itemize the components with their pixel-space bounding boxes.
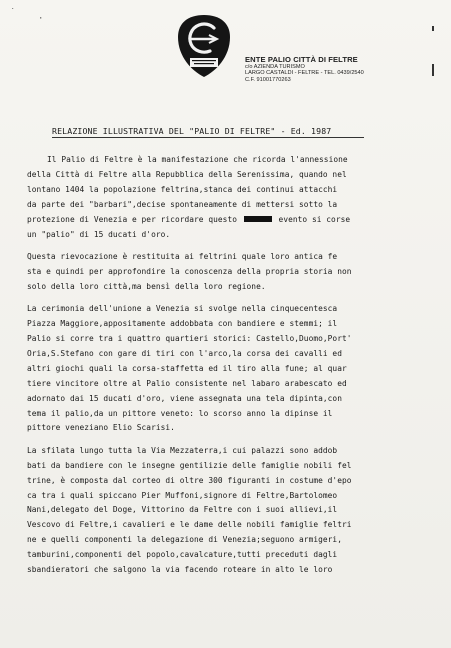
text-line: Questa rievocazione è restituita ai feltrini quale loro antica fe xyxy=(27,251,338,261)
text-line: sta e quindi per approfondire la conoscenza della propria storia non xyxy=(27,266,352,276)
text-line: pittore veneziano Elio Scarisi. xyxy=(27,423,175,433)
ente-palio-logo-icon xyxy=(176,13,232,79)
text-line: da parte dei "barbari",decise spontaneamente di mettersi sotto la xyxy=(27,199,338,209)
paragraph xyxy=(27,250,432,295)
paragraph xyxy=(27,153,432,242)
text-fragment: evento si corse xyxy=(278,214,351,224)
text-line: ca tra i quali spiccano Pier Muffoni,signore di Feltre,Bartolomeo xyxy=(27,490,338,500)
text-line: tema il palio,da un pittore veneto: lo scorso anno la dipinse il xyxy=(27,408,333,418)
tax-code-line: C.F. 91001770263 xyxy=(245,76,291,83)
binder-mark xyxy=(432,26,434,31)
title-underline xyxy=(52,137,364,138)
paragraph xyxy=(27,444,432,578)
text-line: trine, è composta dal corteo di oltre 300 figuranti in costume d'epo xyxy=(27,475,352,485)
letterhead-block xyxy=(245,55,435,83)
text-line: ne e quelli componenti la delegazione di Venezia;seguono armigeri, xyxy=(27,535,342,545)
text-line: un "palio" di 15 ducati d'oro. xyxy=(27,229,171,239)
text-line: altri giochi quali la corsa-staffetta ed il tiro alla fune; al quar xyxy=(27,363,347,373)
text-line: tiere vincitore oltre al Palio consistente nel labaro arabescato ed xyxy=(27,378,347,388)
text-line: adornato dai 15 ducati d'oro, viene assegnata una tela dipinta,con xyxy=(27,393,342,403)
text-line: Il Palio di Feltre è la manifestazione che ricorda l'annessione xyxy=(47,155,348,164)
text-line: Piazza Maggiore,appositamente addobbata con bandiere e stemmi; il xyxy=(27,319,338,329)
text-line: tamburini,componenti del popolo,cavalcature,tutti preceduti dagli xyxy=(27,550,338,560)
address-line: LARGO CASTALDI - FELTRE - TEL. 0439/2540 xyxy=(245,70,364,77)
text-line: lontano 1404 la popolazione feltrina,stanca dei continui attacchi xyxy=(27,184,338,194)
scan-speck: · xyxy=(38,14,44,24)
text-line: La cerimonia dell'unione a Venezia si svolge nella cinquecentesca xyxy=(27,304,338,314)
text-line: La sfilata lungo tutta la Via Mezzaterra,i cui palazzi sono addob xyxy=(27,445,338,455)
text-line xyxy=(27,213,432,228)
text-line: bati da bandiere con le insegne gentilizie delle famiglie nobili fel xyxy=(27,460,352,470)
text-line: della Città di Feltre alla Repubblica della Serenissima, quando nel xyxy=(27,169,347,179)
text-line: Vescovo di Feltre,i cavalieri e le dame delle nobili famiglie feltri xyxy=(27,520,352,530)
text-line: Oria,S.Stefano con gare di tiri con l'arco,la corsa dei cavalli ed xyxy=(27,348,342,358)
document-body xyxy=(27,153,432,585)
organization-name: ENTE PALIO CITTÀ DI FELTRE xyxy=(245,55,358,64)
text-line: Palio si corre tra i quattro quartieri storici: Castello,Duomo,Port' xyxy=(27,333,352,343)
text-line: Nani,delegato del Doge, Vittorino da Feltre con i suoi allievi,il xyxy=(27,505,338,515)
address-line: c/o AZIENDA TURISMO xyxy=(245,64,305,70)
scan-speck: ˙ xyxy=(10,8,16,18)
text-line: sbandieratori che salgono la via facendo roteare in alto le loro xyxy=(27,565,333,575)
binder-mark xyxy=(432,64,434,76)
document-title: RELAZIONE ILLUSTRATIVA DEL "PALIO DI FELTRE" - Ed. 1987 xyxy=(52,126,332,136)
redaction-bar xyxy=(244,216,272,222)
paragraph xyxy=(27,302,432,436)
text-line: solo della loro città,ma bensì della loro regione. xyxy=(27,281,266,291)
text-fragment: protezione di Venezia e per ricordare questo xyxy=(27,214,237,224)
